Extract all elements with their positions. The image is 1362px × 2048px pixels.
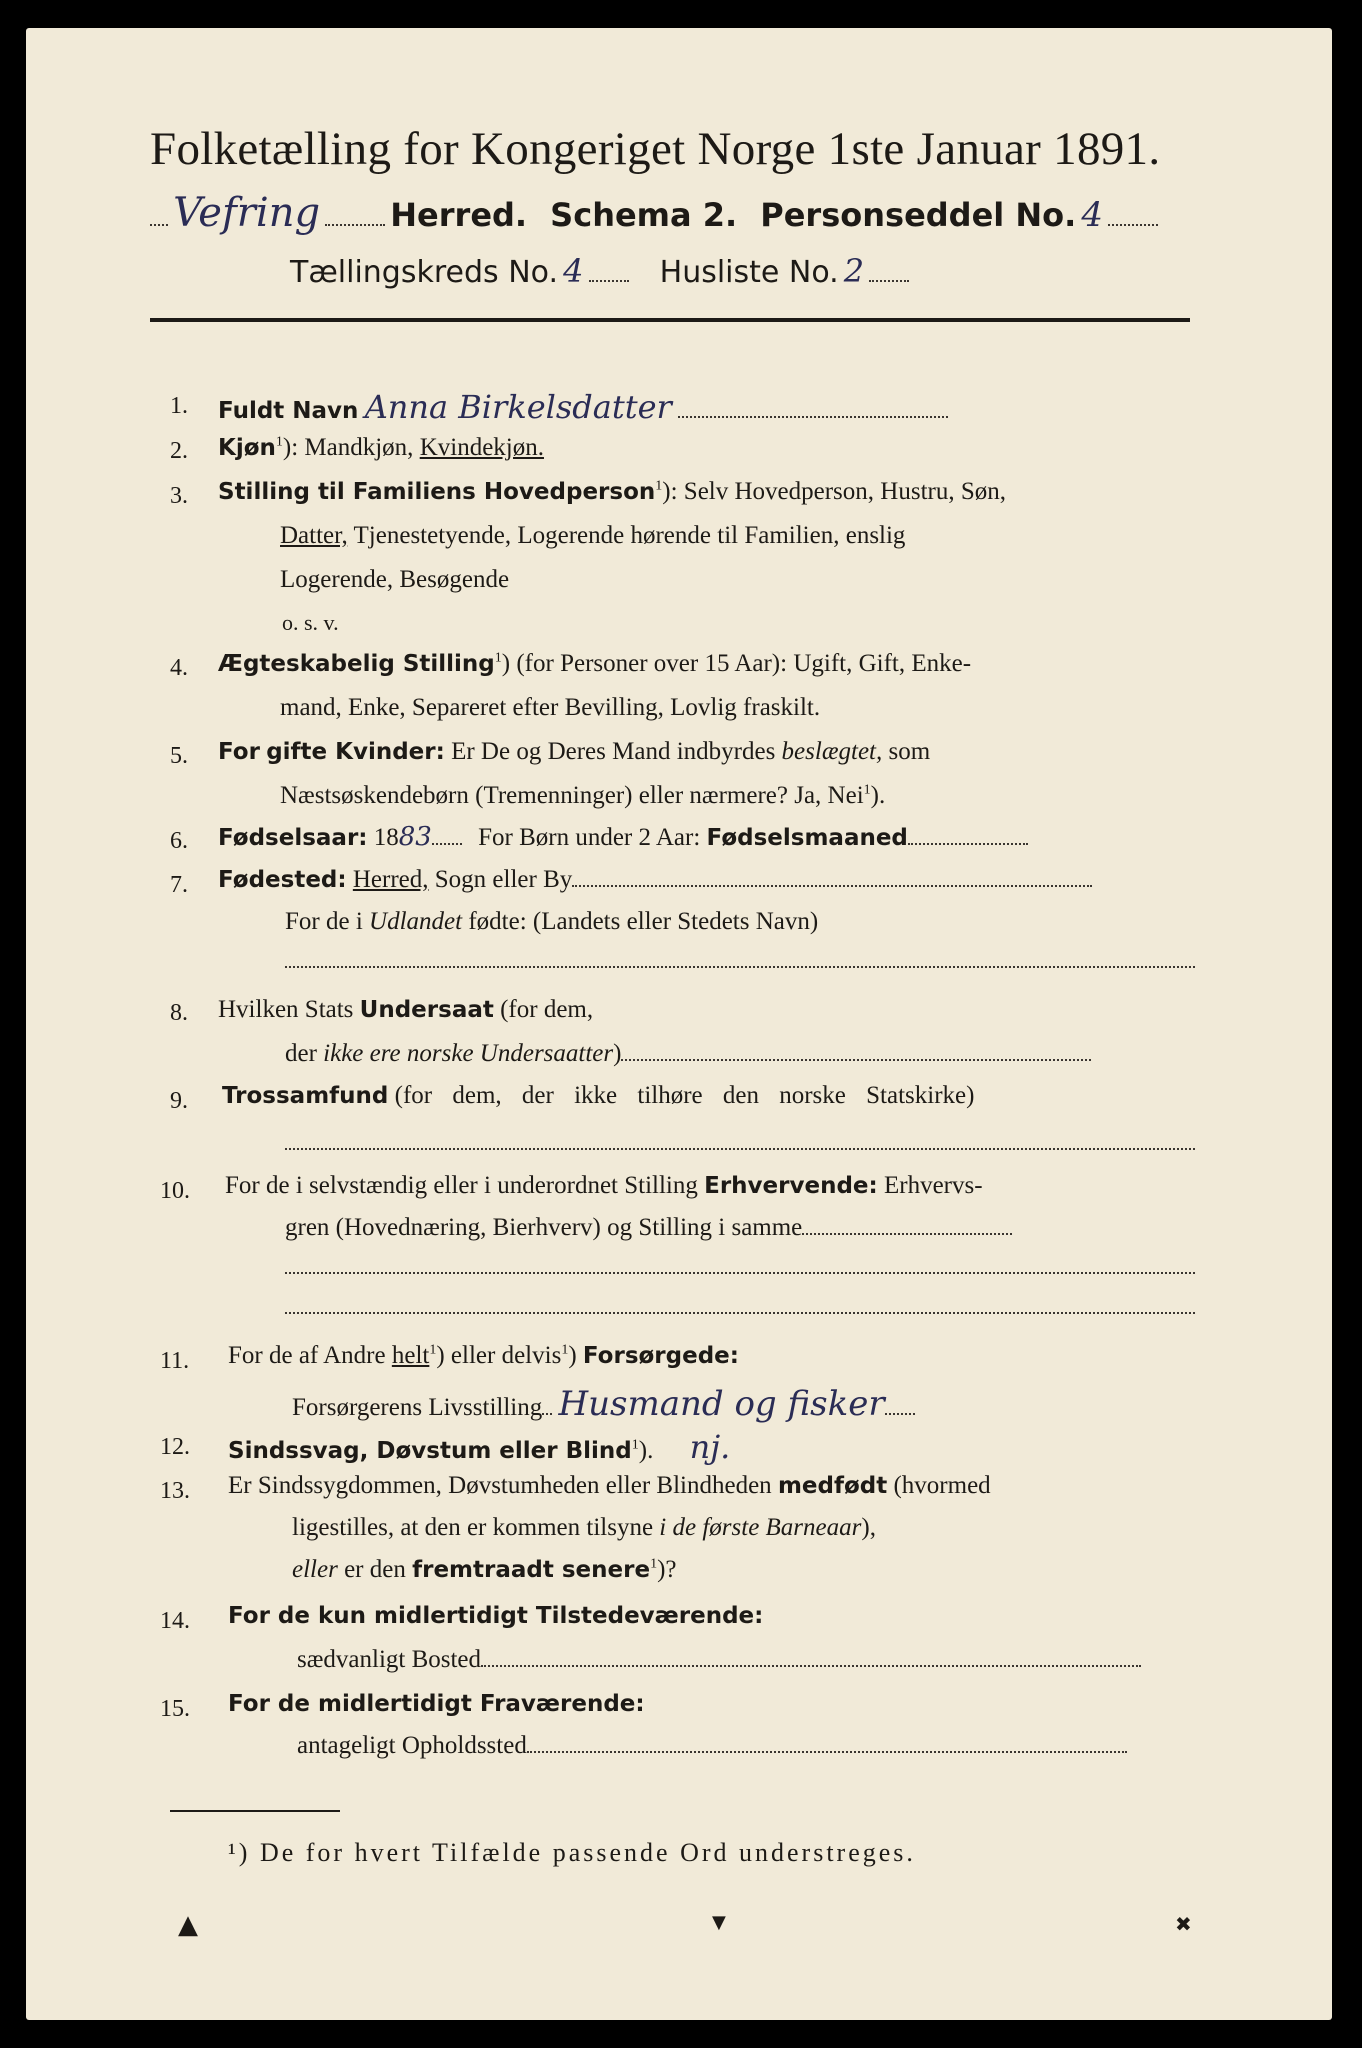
provider-occupation-answer: Husmand og fisker	[558, 1384, 885, 1424]
marital-status-label: Ægteskabelig Stilling	[218, 651, 495, 677]
blank-answer-line	[285, 966, 1195, 968]
item-number: 11.	[160, 1348, 190, 1374]
birth-month-label: Fødselsmaaned	[706, 825, 908, 851]
ink-mark-icon: ▼	[712, 1912, 726, 1933]
item-number: 8.	[170, 1000, 188, 1026]
sex-selected-female: Kvindekjøn.	[419, 434, 544, 461]
family-position-label: Stilling til Familiens Hovedperson	[218, 479, 656, 505]
sex-label: Kjøn	[218, 435, 276, 461]
full-name-label: Fuldt Navn	[218, 398, 359, 424]
item-supported: For de af Andre helt$^1$) eller delvis$^1$) Forsørgede:	[228, 1342, 739, 1369]
husliste-value: 2	[843, 252, 865, 290]
family-position-selected-datter: Datter,	[280, 522, 348, 549]
personseddel-label: Personseddel No.	[760, 196, 1077, 234]
birth-year-label: Fødselsaar:	[218, 825, 368, 851]
footnote-rule	[170, 1810, 340, 1812]
census-form-page	[26, 28, 1332, 2020]
item-number: 15.	[160, 1696, 190, 1722]
item-birthplace: Fødested: Herred, Sogn eller By	[218, 866, 1092, 894]
item-number: 7.	[170, 872, 188, 898]
husliste-label: Husliste No.	[659, 255, 839, 290]
item-occupation: For de i selvstændig eller i underordnet Stilling Erhvervende: Erhvervs-	[225, 1172, 983, 1199]
schema-label: Schema 2.	[550, 196, 738, 234]
item-family-position: Stilling til Familiens Hovedperson$^1$): Selv Hovedperson, Hustru, Søn,	[218, 478, 1006, 505]
ink-blot-icon: ▲	[178, 1910, 198, 1940]
supported-label: Forsørgede:	[582, 1343, 739, 1369]
acquired-later-label: fremtraadt senere	[412, 1557, 651, 1583]
item-full-name	[218, 388, 948, 426]
birth-year-value: 83	[398, 822, 432, 852]
herred-label: Herred.	[390, 196, 528, 234]
item-sex: Kjøn$^1$): Mandkjøn, Kvindekjøn.	[218, 434, 544, 461]
item-number: 9.	[170, 1088, 188, 1114]
disability-answer: nj.	[689, 1428, 731, 1466]
supported-selected-helt: helt	[391, 1342, 430, 1369]
birthplace-selected-herred: Herred,	[352, 866, 429, 893]
item-number: 10.	[160, 1178, 190, 1204]
item-number: 14.	[160, 1608, 190, 1634]
item-birth-year: Fødselsaar: 1883 For Børn under 2 Aar: Fødselsmaaned	[218, 822, 1028, 852]
blank-answer-line	[285, 1312, 1195, 1314]
footnote: ¹) De for hvert Tilfælde passende Ord understreges.	[228, 1838, 916, 1867]
occupation-label: Erhvervende:	[704, 1173, 878, 1199]
taellingskreds-label: Tællingskreds No.	[290, 255, 558, 290]
item-married-women: For gifte Kvinder: Er De og Deres Mand indbyrdes beslægtet, som	[218, 738, 931, 765]
item-temporarily-present	[228, 1602, 763, 1630]
item-citizenship: Hvilken Stats Undersaat (for dem,	[218, 996, 594, 1023]
item-number: 2.	[170, 438, 188, 464]
form-title: Folketælling for Kongeriget Norge 1ste Januar 1891.	[150, 123, 1161, 175]
congenital-label: medfødt	[777, 1473, 888, 1499]
ink-mark-icon: ✖	[1175, 1912, 1192, 1936]
item-disability: Sindssvag, Døvstum eller Blind$^1$). nj.	[228, 1428, 731, 1466]
herred-row	[150, 190, 1158, 236]
item-number: 12.	[160, 1434, 190, 1460]
disability-label: Sindssvag, Døvstum eller Blind	[228, 1438, 632, 1464]
item-number: 4.	[170, 655, 188, 681]
item-congenital: Er Sindssygdommen, Døvstumheden eller Blindheden medfødt (hvormed	[228, 1472, 991, 1499]
herred-value: Vefring	[173, 190, 321, 236]
temporarily-absent-label: For de midlertidigt Fraværende:	[228, 1691, 645, 1717]
item-number: 1.	[170, 393, 188, 419]
temporarily-present-label: For de kun midlertidigt Tilstedeværende:	[228, 1603, 764, 1629]
taellingskreds-row	[290, 252, 909, 290]
citizenship-label: Undersaat	[359, 997, 494, 1023]
header-rule	[150, 318, 1190, 322]
item-number: 3.	[170, 483, 188, 509]
item-number: 6.	[170, 828, 188, 854]
item-temporarily-absent	[228, 1690, 645, 1718]
taellingskreds-value: 4	[563, 252, 584, 290]
item-number: 13.	[160, 1478, 190, 1504]
personseddel-value: 4	[1081, 195, 1104, 235]
item-marital-status: Ægteskabelig Stilling$^1$) (for Personer over 15 Aar): Ugift, Gift, Enke-	[218, 650, 972, 677]
birthplace-label: Fødested:	[218, 867, 347, 893]
religion-label: Trossamfund	[222, 1083, 389, 1109]
item-religion: Trossamfund (for dem, der ikke tilhøre den norske Statskirke)	[222, 1082, 975, 1109]
married-women-label: gifte Kvinder:	[266, 739, 445, 765]
item-number: 5.	[170, 743, 188, 769]
blank-answer-line	[285, 1148, 1195, 1150]
blank-answer-line	[285, 1272, 1195, 1274]
full-name-answer: Anna Birkelsdatter	[364, 388, 672, 426]
